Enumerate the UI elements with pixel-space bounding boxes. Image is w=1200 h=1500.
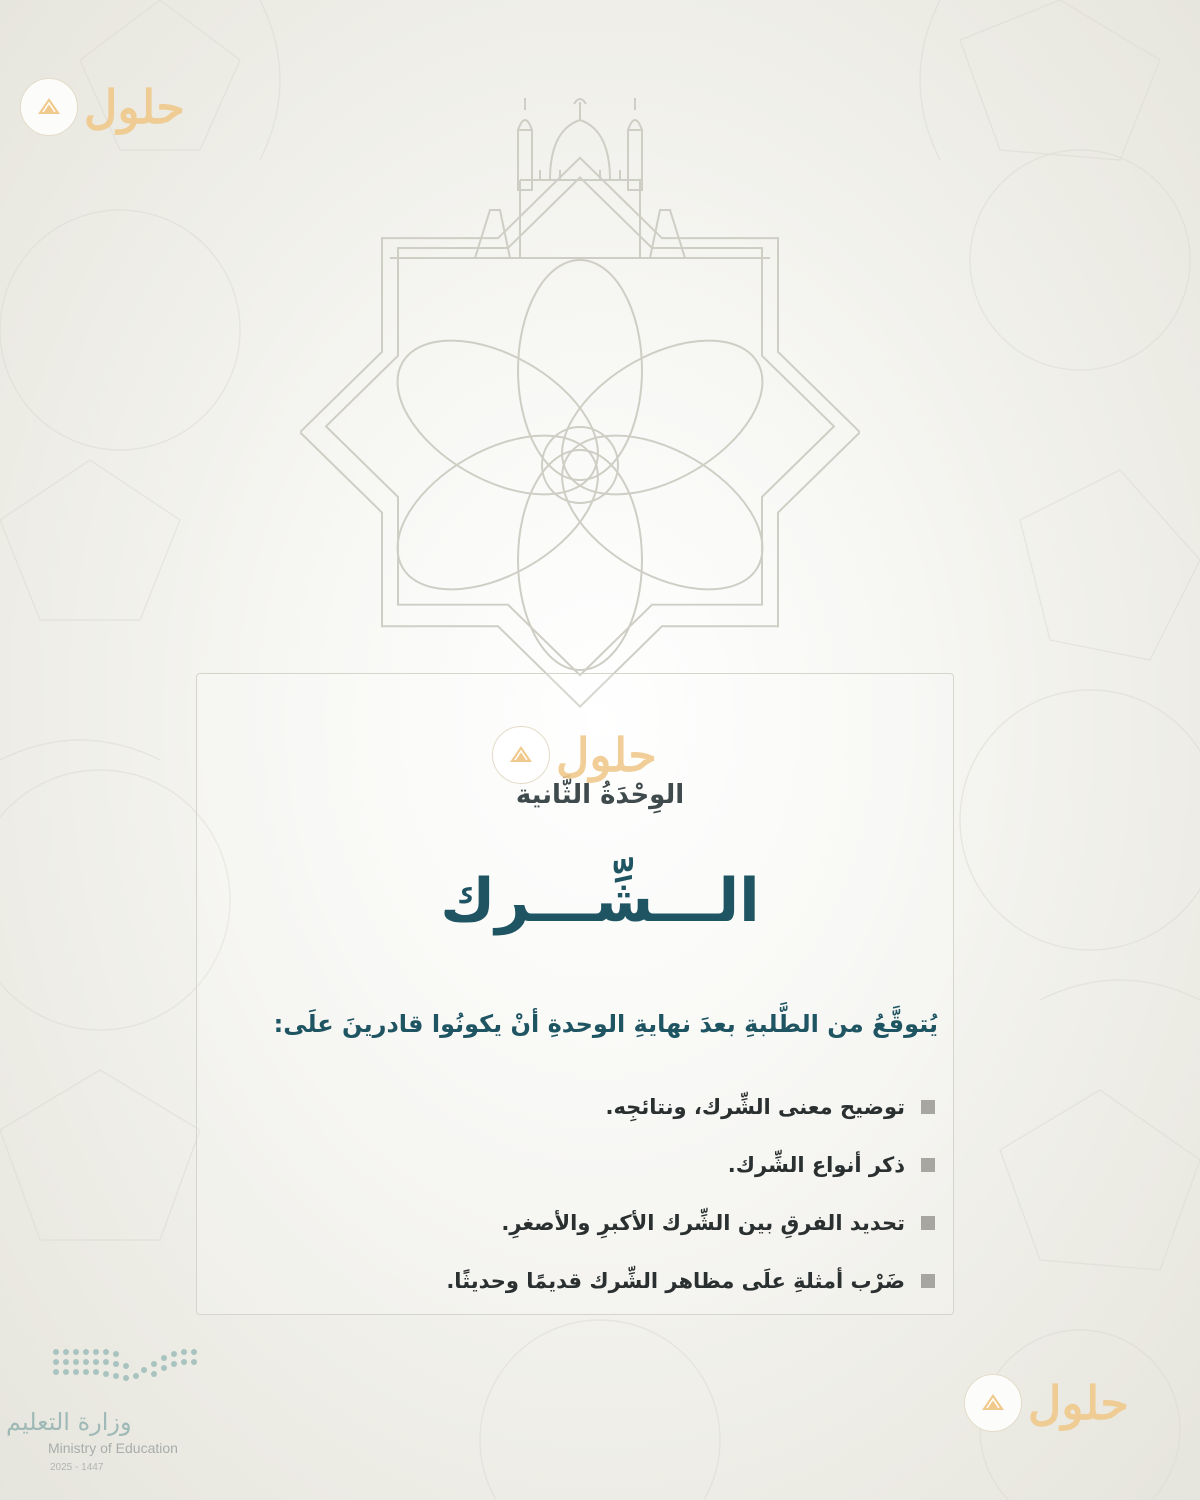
watermark-logo <box>20 78 185 136</box>
list-item <box>295 1078 935 1136</box>
objective-text: ذكر أنواع الشِّرك. <box>727 1153 905 1177</box>
square-bullet-icon <box>921 1100 935 1114</box>
ministry-name-en: Ministry of Education <box>48 1440 178 1456</box>
square-bullet-icon <box>921 1216 935 1230</box>
ministry-name-ar: وزارة التعليم <box>6 1408 132 1436</box>
book-icon <box>492 726 550 784</box>
list-item <box>295 1194 935 1252</box>
objective-text: تحديد الفرقِ بين الشِّرك الأكبرِ والأصغرِ. <box>501 1211 905 1235</box>
learning-outcomes-intro: يُتوقَّعُ من الطَّلبةِ بعدَ نهايةِ الوحدةِ أنْ يكونُوا قادرينَ علَى: <box>273 1010 938 1038</box>
objective-text: ضَرْب أمثلةِ علَى مظاهر الشِّرك قديمًا وحديثًا. <box>446 1269 905 1293</box>
objective-text: توضيح معنى الشِّرك، ونتائجِه. <box>605 1095 905 1119</box>
list-item <box>295 1252 935 1310</box>
watermark-logo <box>492 726 657 784</box>
unit-title: الـــشِّـــرك <box>440 866 760 936</box>
objectives-list <box>295 1078 935 1310</box>
watermark-text: حلول <box>84 80 185 134</box>
list-item <box>295 1136 935 1194</box>
square-bullet-icon <box>921 1158 935 1172</box>
mosque-star-ornament <box>300 90 860 750</box>
book-icon <box>964 1374 1022 1432</box>
watermark-logo <box>964 1374 1129 1432</box>
unit-label: الوِحْدَةُ الثَّانية <box>515 780 685 810</box>
watermark-text: حلول <box>556 728 657 782</box>
square-bullet-icon <box>921 1274 935 1288</box>
book-icon <box>20 78 78 136</box>
watermark-text: حلول <box>1028 1376 1129 1430</box>
ministry-years: 2025 - 1447 <box>50 1462 104 1473</box>
